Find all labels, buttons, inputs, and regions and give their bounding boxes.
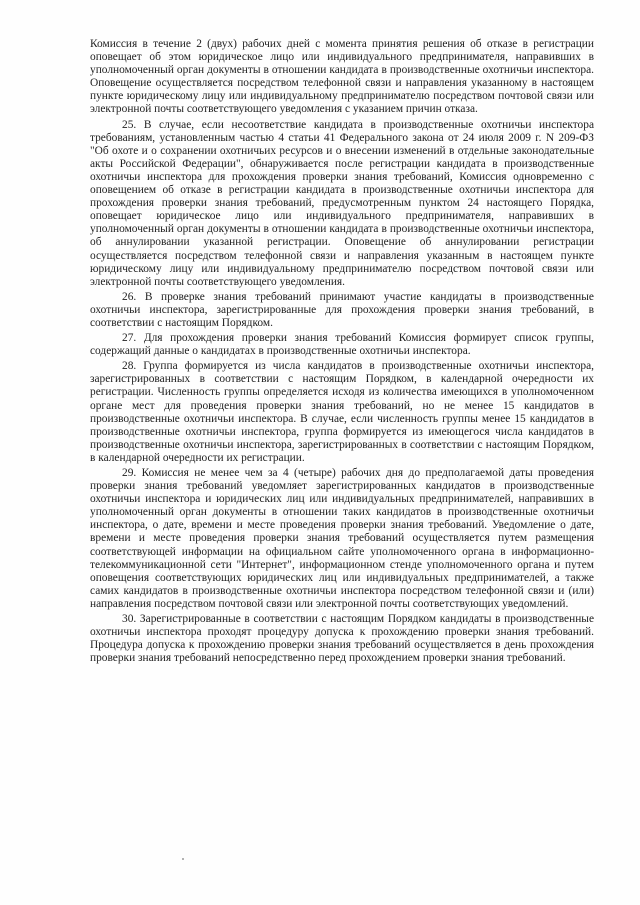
paragraph-30: 30. Зарегистрированные в соответствии с настоящим Порядком кандидаты в производственные охотничьи инспектора проходят процедуру допуска к прохождению проверки знания требований. Процедура допуска к прохождению проверки знания требований осуществляется в день прохождения проверки знания требований непосредственно перед прохождением проверки знания требований. [90,613,594,665]
document-body [90,38,594,667]
paragraph-continuation: Комиссия в течение 2 (двух) рабочих дней с момента принятия решения об отказе в регистрации оповещает об этом юридическое лицо или индивидуального предпринимателя, направивших в уполномоченный орган документы в отношении кандидата в производственные охотничьи инспектора. Оповещение осуществляется посредством телефонной связи и направления указанному в настоящем пункте юридическому лицу или индивидуальному предпринимателю посредством почтовой связи или электронной почты соответствующего уведомления с указанием причин отказа. [90,38,594,116]
paragraph-29: 29. Комиссия не менее чем за 4 (четыре) рабочих дня до предполагаемой даты проведения проверки знания требований уведомляет зарегистрированных кандидатов в производственные охотничьи инспектора и юридических лиц или индивидуальных предпринимателей, направивших в уполномоченный орган документы в отношении таких кандидатов в производственные охотничьи инспектора, о дате, времени и месте проведения проверки знания требований. Уведомление о дате, времени и месте проведения проверки знания требований осуществляется путем размещения соответствующей информации на официальном сайте уполномоченного органа в информационно-телекоммуникационной сети "Интернет", информационном стенде уполномоченного органа и путем оповещения соответствующих юридических лиц или индивидуальных предпринимателей, а также самих кандидатов в производственные охотничьи инспектора посредством телефонной связи и (или) направления посредством почтовой связи или электронной почты соответствующих уведомлений. [90,467,594,610]
paragraph-26: 26. В проверке знания требований принимают участие кандидаты в производственные охотничьи инспектора, зарегистрированные для прохождения проверки знания требований, в соответствии с настоящим Порядком. [90,290,594,329]
scan-speck [182,858,184,860]
paragraph-25: 25. В случае, если несоответствие кандидата в производственные охотничьи инспектора требованиям, установленным частью 4 статьи 41 Федерального закона от 24 июля 2009 г. N 209-ФЗ "Об охоте и о сохранении охотничьих ресурсов и о внесении изменений в отдельные законодательные акты Российской Федерации", обнаруживается после регистрации кандидата в производственные охотничьи инспектора для прохождения проверки знания требований, Комиссия одновременно с оповещением об отказе в регистрации кандидата в производственные охотничьи инспектора для прохождения проверки знания требований, предусмотренным пунктом 24 настоящего Порядка, оповещает юридическое лицо или индивидуального предпринимателя, направивших в уполномоченный орган документы в отношении кандидата в производственные охотничьи инспектора, об аннулировании указанной регистрации. Оповещение об аннулировании регистрации осуществляется посредством телефонной связи и направления указанным в настоящем пункте юридическому лицу или индивидуальному предпринимателю посредством почтовой связи или электронной почты соответствующего уведомления. [90,118,594,288]
paragraph-28: 28. Группа формируется из числа кандидатов в производственные охотничьи инспектора, зарегистрированных в соответствии с настоящим Порядком, в календарной очередности их регистрации. Численность группы определяется исходя из количества имеющихся в уполномоченном органе мест для проведения проверки знания требований, но не менее 15 кандидатов в производственные охотничьи инспектора. В случае, если численность группы менее 15 кандидатов в производственные охотничьи инспектора, группа формируется из имеющегося числа кандидатов в производственные охотничьи инспектора, зарегистрированных в соответствии с настоящим Порядком, в календарной очередности их регистрации. [90,360,594,464]
paragraph-27: 27. Для прохождения проверки знания требований Комиссия формирует список группы, содержащий данные о кандидатах в производственные охотничьи инспектора. [90,332,594,358]
